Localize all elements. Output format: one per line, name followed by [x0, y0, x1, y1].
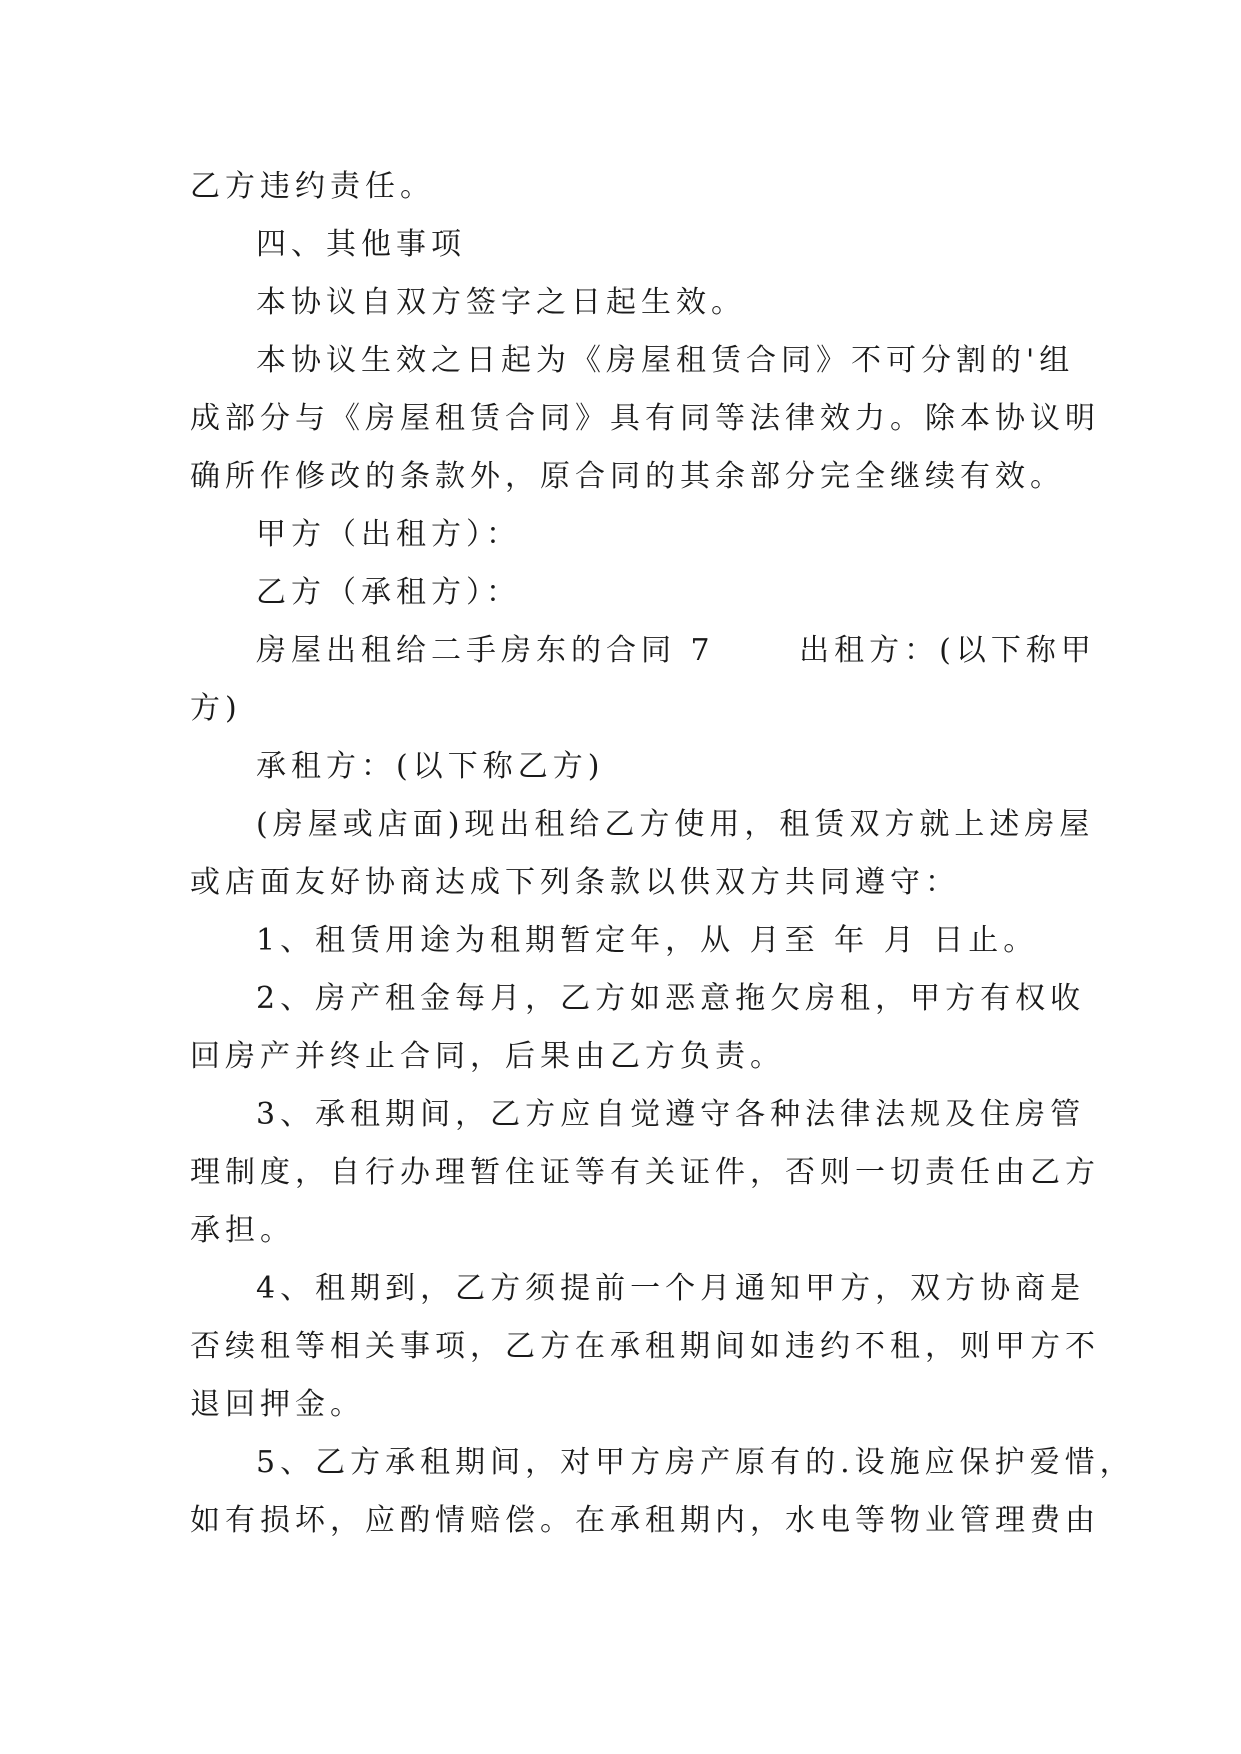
text-line: 否续租等相关事项，乙方在承租期间如违约不租，则甲方不 — [190, 1329, 1100, 1364]
text-line: 本协议生效之日起为《房屋租赁合同》不可分割的'组 — [256, 343, 1075, 378]
text-line: 本协议自双方签字之日起生效。 — [256, 285, 746, 320]
clause-4: 4、租期到，乙方须提前一个月通知甲方，双方协商是 — [256, 1271, 1086, 1306]
signature-party-b: 乙方（承租方）： — [256, 575, 521, 610]
text-line: 成部分与《房屋租赁合同》具有同等法律效力。除本协议明 — [190, 401, 1100, 436]
text-line: 如有损坏，应酌情赔偿。在承租期内，水电等物业管理费由 — [190, 1503, 1100, 1538]
clause-1: 1、租赁用途为租期暂定年，从 月至 年 月 日止。 — [256, 923, 1039, 958]
text-line: 承担。 — [190, 1213, 295, 1248]
text-line: 退回押金。 — [190, 1387, 365, 1422]
text-line: 方) — [190, 691, 242, 726]
text-line: (房屋或店面)现出租给乙方使用，租赁双方就上述房屋 — [256, 807, 1095, 842]
text-line: 回房产并终止合同，后果由乙方负责。 — [190, 1039, 785, 1074]
text-line: 承租方：(以下称乙方) — [256, 749, 605, 784]
clause-3: 3、承租期间，乙方应自觉遵守各种法律法规及住房管 — [256, 1097, 1086, 1132]
text-line: 理制度，自行办理暂住证等有关证件，否则一切责任由乙方 — [190, 1155, 1100, 1190]
clause-5: 5、乙方承租期间，对甲方房产原有的.设施应保护爱惜， — [256, 1445, 1135, 1480]
text-line: 或店面友好协商达成下列条款以供双方共同遵守： — [190, 865, 960, 900]
clause-2: 2、房产租金每月，乙方如恶意拖欠房租，甲方有权收 — [256, 981, 1086, 1016]
contract-title-line: 房屋出租给二手房东的合同 7 出租方：(以下称甲 — [256, 633, 1096, 668]
text-line: 确所作修改的条款外，原合同的其余部分完全继续有效。 — [190, 459, 1065, 494]
signature-party-a: 甲方（出租方）： — [256, 517, 521, 552]
section-heading: 四、其他事项 — [256, 227, 466, 262]
contract-text — [190, 158, 1135, 1550]
text-line: 乙方违约责任。 — [190, 169, 435, 204]
